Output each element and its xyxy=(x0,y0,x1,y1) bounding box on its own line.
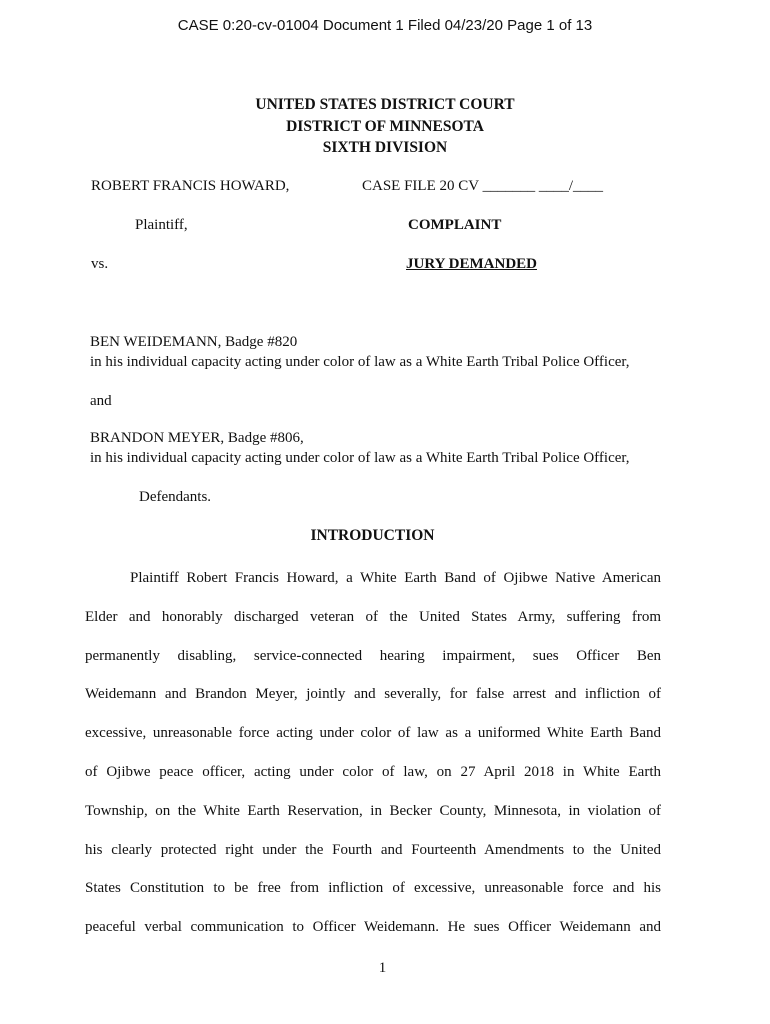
defendant-1-name: BEN WEIDEMANN, Badge #820 xyxy=(90,334,298,350)
page-number: 1 xyxy=(378,960,387,976)
defendant-2-name: BRANDON MEYER, Badge #806, xyxy=(90,430,304,446)
paragraph-line: peaceful verbal communication to Officer Weidemann. He sues Officer Weidemann and xyxy=(85,919,661,936)
complaint-title: COMPLAINT xyxy=(408,217,502,233)
paragraph-line: of Ojibwe peace officer, acting under color of law, on 27 April 2018 in White Earth xyxy=(85,763,661,780)
court-name: UNITED STATES DISTRICT COURT xyxy=(255,96,515,113)
paragraph-line: Weidemann and Brandon Meyer, jointly and severally, for false arrest and infliction of xyxy=(85,686,661,703)
paragraph-line: Elder and honorably discharged veteran of the United States Army, suffering from xyxy=(85,608,661,625)
jury-demanded-label: JURY DEMANDED xyxy=(406,256,537,272)
paragraph-line: permanently disabling, service-connected hearing impairment, sues Officer Ben xyxy=(85,647,661,664)
court-heading xyxy=(0,94,770,159)
plaintiff-name: ROBERT FRANCIS HOWARD, xyxy=(91,178,290,194)
defendant-1-capacity: in his individual capacity acting under color of law as a White Earth Tribal Police Officer, xyxy=(90,354,630,370)
paragraph-line: Plaintiff Robert Francis Howard, a White Earth Band of Ojibwe Native American xyxy=(130,570,661,586)
case-file-number: CASE FILE 20 CV _______ ____/____ xyxy=(362,178,603,194)
paragraph-line: States Constitution to be free from infliction of excessive, unreasonable force and his xyxy=(85,880,661,897)
and-conjunction: and xyxy=(90,393,112,409)
case-header-stamp: CASE 0:20-cv-01004 Document 1 Filed 04/23/20 Page 1 of 13 xyxy=(177,17,593,34)
defendant-2-capacity: in his individual capacity acting under color of law as a White Earth Tribal Police Officer, xyxy=(90,450,630,466)
plaintiff-role: Plaintiff, xyxy=(135,217,188,233)
court-district: DISTRICT OF MINNESOTA xyxy=(286,117,484,135)
paragraph-line: Township, on the White Earth Reservation, in Becker County, Minnesota, in violation of xyxy=(85,802,661,819)
introduction-heading: INTRODUCTION xyxy=(310,527,435,544)
defendants-role: Defendants. xyxy=(139,489,212,505)
versus-label: vs. xyxy=(91,256,109,272)
introduction-paragraph xyxy=(85,559,661,947)
paragraph-line: his clearly protected right under the Fourth and Fourteenth Amendments to the United xyxy=(85,841,661,858)
court-division: SIXTH DIVISION xyxy=(322,139,448,156)
paragraph-line: excessive, unreasonable force acting under color of law as a uniformed White Earth Band xyxy=(85,725,661,742)
